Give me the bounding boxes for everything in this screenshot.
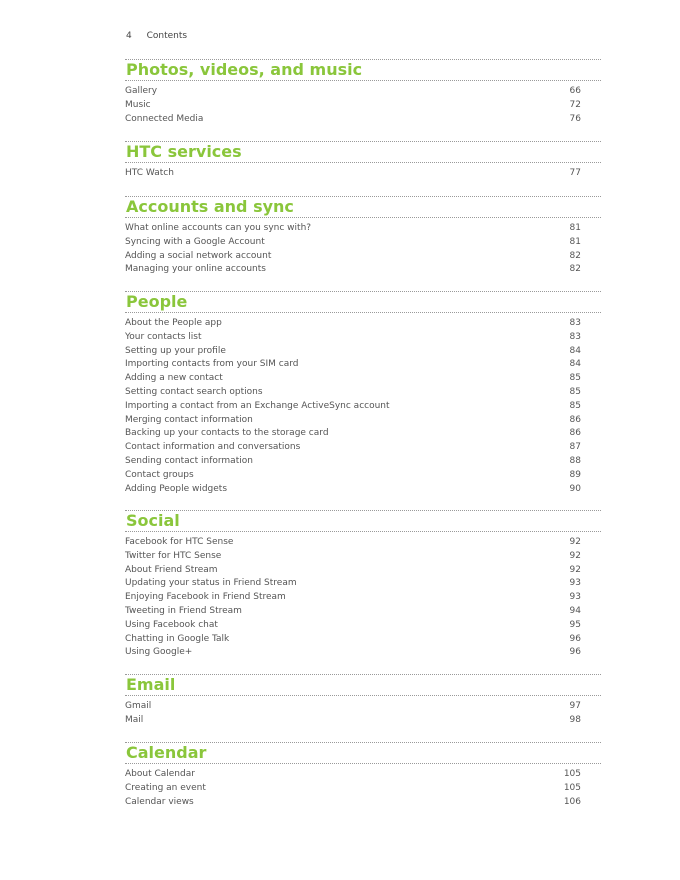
- entry-label: Adding a new contact: [125, 373, 223, 384]
- entry-label: HTC Watch: [125, 168, 174, 178]
- entry-list: [125, 700, 601, 728]
- toc-entry[interactable]: [125, 714, 601, 728]
- entry-page-number: 81: [569, 236, 581, 247]
- entry-label: Managing your online accounts: [125, 264, 266, 275]
- entry-list: [125, 536, 601, 660]
- toc-section: [125, 291, 601, 496]
- entry-page-number: 77: [569, 168, 581, 178]
- section-title: Photos, videos, and music: [125, 59, 601, 81]
- toc-entry[interactable]: [125, 331, 601, 345]
- toc-entry[interactable]: [125, 345, 601, 359]
- toc-entry[interactable]: [125, 386, 601, 400]
- entry-page-number: 93: [569, 592, 581, 603]
- entry-label: Calendar views: [125, 796, 194, 807]
- toc-entry[interactable]: [125, 550, 601, 564]
- entry-label: Adding a social network account: [125, 250, 272, 261]
- entry-page-number: 83: [569, 318, 581, 328]
- entry-page-number: 81: [569, 223, 581, 233]
- toc-entry[interactable]: [125, 782, 601, 796]
- toc-entry[interactable]: [125, 441, 601, 455]
- toc-entry[interactable]: [125, 455, 601, 469]
- entry-label: About the People app: [125, 318, 222, 328]
- entry-label: Sending contact information: [125, 455, 253, 466]
- entry-label: Setting up your profile: [125, 345, 226, 356]
- entry-page-number: 85: [569, 373, 581, 384]
- toc-entry[interactable]: [125, 236, 601, 250]
- entry-page-number: 84: [569, 345, 581, 356]
- entry-page-number: 98: [569, 714, 581, 725]
- entry-label: Updating your status in Friend Stream: [125, 578, 297, 589]
- entry-page-number: 92: [569, 564, 581, 575]
- entry-page-number: 85: [569, 400, 581, 411]
- entry-page-number: 105: [563, 769, 581, 779]
- section-title: Email: [125, 674, 601, 696]
- toc-entry[interactable]: [125, 619, 601, 633]
- entry-page-number: 96: [569, 647, 581, 658]
- entry-label: Contact groups: [125, 469, 194, 480]
- toc-section: [125, 141, 601, 181]
- toc-section: [125, 59, 601, 126]
- entry-label: Creating an event: [125, 782, 206, 793]
- toc-entry[interactable]: [125, 577, 601, 591]
- toc-entry[interactable]: [125, 263, 601, 277]
- entry-page-number: 66: [569, 86, 581, 96]
- entry-page-number: 106: [563, 796, 581, 807]
- entry-page-number: 92: [569, 537, 581, 547]
- toc-section: [125, 742, 601, 809]
- page-header: [126, 31, 187, 41]
- toc-entry[interactable]: [125, 427, 601, 441]
- entry-page-number: 92: [569, 550, 581, 561]
- section-title: People: [125, 291, 601, 313]
- entry-page-number: 82: [569, 264, 581, 275]
- entry-label: Importing contacts from your SIM card: [125, 359, 299, 370]
- entry-label: Music: [125, 99, 151, 110]
- entry-page-number: 85: [569, 386, 581, 397]
- entry-page-number: 84: [569, 359, 581, 370]
- entry-label: Tweeting in Friend Stream: [125, 605, 242, 616]
- page-number: 4: [126, 31, 132, 41]
- entry-page-number: 97: [569, 701, 581, 711]
- entry-page-number: 87: [569, 442, 581, 453]
- entry-page-number: 93: [569, 578, 581, 589]
- entry-page-number: 83: [569, 331, 581, 342]
- entry-page-number: 86: [569, 428, 581, 439]
- toc-entry[interactable]: [125, 99, 601, 113]
- toc-entry[interactable]: [125, 796, 601, 810]
- section-title: Calendar: [125, 742, 601, 764]
- entry-page-number: 88: [569, 455, 581, 466]
- entry-page-number: 72: [569, 99, 581, 110]
- entry-list: [125, 768, 601, 809]
- toc-section: [125, 510, 601, 660]
- entry-list: [125, 85, 601, 126]
- toc-entry[interactable]: [125, 250, 601, 264]
- toc-entry[interactable]: [125, 768, 601, 782]
- entry-label: What online accounts can you sync with?: [125, 223, 312, 233]
- toc-entry[interactable]: [125, 564, 601, 578]
- entry-label: Gmail: [125, 701, 152, 711]
- entry-page-number: 89: [569, 469, 581, 480]
- toc-entry[interactable]: [125, 536, 601, 550]
- entry-label: Mail: [125, 714, 144, 725]
- entry-label: Facebook for HTC Sense: [125, 537, 234, 547]
- entry-page-number: 94: [569, 605, 581, 616]
- entry-label: Gallery: [125, 86, 158, 96]
- toc-entry[interactable]: [125, 317, 601, 331]
- toc-section: [125, 196, 601, 277]
- toc-entry[interactable]: [125, 167, 601, 181]
- toc-entry[interactable]: [125, 113, 601, 127]
- toc-entry[interactable]: [125, 358, 601, 372]
- page-header-title: Contents: [146, 31, 188, 41]
- entry-page-number: 90: [569, 483, 581, 494]
- entry-label: About Friend Stream: [125, 564, 218, 575]
- toc-entry[interactable]: [125, 646, 601, 660]
- entry-label: Setting contact search options: [125, 386, 263, 397]
- toc-entry[interactable]: [125, 591, 601, 605]
- toc-section: [125, 674, 601, 728]
- toc-entry[interactable]: [125, 414, 601, 428]
- toc-entry[interactable]: [125, 469, 601, 483]
- entry-label: Adding People widgets: [125, 483, 228, 494]
- entry-page-number: 105: [563, 782, 581, 793]
- toc-entry[interactable]: [125, 372, 601, 386]
- entry-label: Importing a contact from an Exchange ActiveSync account: [125, 400, 390, 411]
- entry-page-number: 86: [569, 414, 581, 425]
- section-title: HTC services: [125, 141, 601, 163]
- entry-label: Enjoying Facebook in Friend Stream: [125, 592, 286, 603]
- entry-list: [125, 222, 601, 277]
- entry-label: Chatting in Google Talk: [125, 633, 230, 644]
- entry-page-number: 96: [569, 633, 581, 644]
- entry-label: Using Google+: [125, 647, 193, 658]
- entry-label: About Calendar: [125, 769, 195, 779]
- entry-label: Using Facebook chat: [125, 619, 218, 630]
- toc-entry[interactable]: [125, 483, 601, 497]
- entry-label: Your contacts list: [125, 331, 202, 342]
- entry-list: [125, 167, 601, 181]
- toc-entry[interactable]: [125, 700, 601, 714]
- entry-label: Merging contact information: [125, 414, 253, 425]
- entry-label: Contact information and conversations: [125, 442, 301, 453]
- entry-page-number: 95: [569, 619, 581, 630]
- section-title: Social: [125, 510, 601, 532]
- entry-label: Twitter for HTC Sense: [125, 550, 222, 561]
- toc-entry[interactable]: [125, 222, 601, 236]
- entry-page-number: 76: [569, 113, 581, 124]
- toc-entry[interactable]: [125, 85, 601, 99]
- toc-entry[interactable]: [125, 605, 601, 619]
- toc-entry[interactable]: [125, 633, 601, 647]
- entry-label: Syncing with a Google Account: [125, 236, 265, 247]
- entry-list: [125, 317, 601, 496]
- entry-page-number: 82: [569, 250, 581, 261]
- entry-label: Backing up your contacts to the storage card: [125, 428, 329, 439]
- entry-label: Connected Media: [125, 113, 204, 124]
- section-title: Accounts and sync: [125, 196, 601, 218]
- toc-entry[interactable]: [125, 400, 601, 414]
